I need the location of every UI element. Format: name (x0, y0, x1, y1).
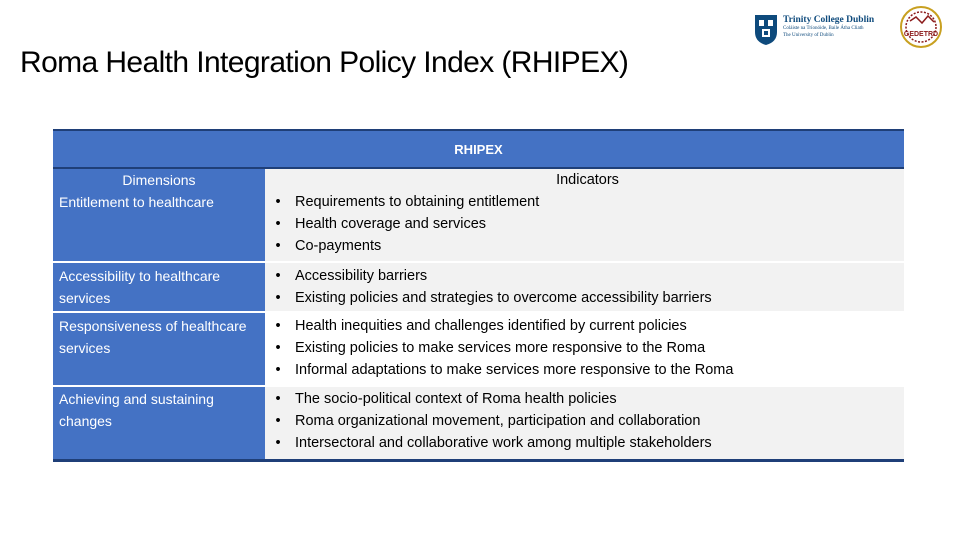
dimension-label: Accessibility to healthcare services (59, 268, 221, 306)
col-header-indicators: Indicators (265, 169, 904, 191)
table-row (53, 189, 904, 263)
bullet: • (275, 290, 281, 306)
indicator-text: Co-payments (295, 238, 382, 254)
seal-label: GEDETRD (903, 31, 939, 38)
list-item (271, 410, 904, 432)
indicator-text: Intersectoral and collaborative work among multiple stakeholders (295, 435, 712, 451)
list-item (271, 213, 904, 235)
list-item (271, 235, 904, 257)
indicator-text: Health inequities and challenges identified by current policies (295, 318, 687, 334)
indicator-text: Existing policies and strategies to overcome accessibility barriers (295, 290, 712, 306)
trinity-college-logo (754, 14, 874, 48)
list-item (271, 265, 904, 287)
list-item (271, 287, 904, 309)
list-item (271, 337, 904, 359)
indicators-cell (265, 189, 904, 261)
bullet: • (275, 362, 281, 378)
table-row (53, 387, 904, 462)
bullet: • (275, 391, 281, 407)
indicator-text: Accessibility barriers (295, 268, 428, 284)
indicator-text: Informal adaptations to make services more responsive to the Roma (295, 362, 734, 378)
dimension-label: Responsiveness of healthcare services (59, 318, 247, 356)
indicator-text: Existing policies to make services more responsive to the Roma (295, 340, 706, 356)
dimension-label: Achieving and sustaining changes (59, 391, 214, 429)
list-item (271, 315, 904, 337)
dimension-cell (53, 189, 265, 261)
indicators-cell (265, 387, 904, 459)
tcd-irish-name: Coláiste na Tríonóide, Baile Átha Cliath (783, 26, 864, 31)
bullet: • (275, 318, 281, 334)
dimension-cell (53, 387, 265, 459)
bullet: • (275, 435, 281, 451)
bullet: • (275, 194, 281, 210)
tcd-crest-icon (754, 14, 778, 46)
indicator-text: The socio-political context of Roma health policies (295, 391, 617, 407)
indicators-cell (265, 263, 904, 311)
bullet: • (275, 340, 281, 356)
table-row (53, 263, 904, 313)
page-title: Roma Health Integration Policy Index (RHIPEX) (20, 46, 629, 79)
rhipex-table (53, 129, 904, 462)
table-header: RHIPEX (53, 129, 904, 169)
indicator-text: Requirements to obtaining entitlement (295, 194, 540, 210)
list-item (271, 388, 904, 410)
list-item (271, 432, 904, 454)
dimension-cell (53, 313, 265, 385)
dimension-cell (53, 263, 265, 311)
bullet: • (275, 238, 281, 254)
tcd-university: The University of Dublin (783, 33, 834, 38)
institution-seal-icon (894, 5, 948, 49)
tcd-name: Trinity College Dublin (783, 15, 875, 25)
table-row (53, 313, 904, 387)
indicator-text: Roma organizational movement, participation and collaboration (295, 413, 701, 429)
col-header-dimensions: Dimensions (53, 169, 265, 191)
list-item (271, 191, 904, 213)
indicator-text: Health coverage and services (295, 216, 487, 232)
bullet: • (275, 268, 281, 284)
list-item (271, 359, 904, 381)
bullet: • (275, 413, 281, 429)
bullet: • (275, 216, 281, 232)
dimension-label: Entitlement to healthcare (59, 194, 214, 210)
indicators-cell (265, 313, 904, 385)
